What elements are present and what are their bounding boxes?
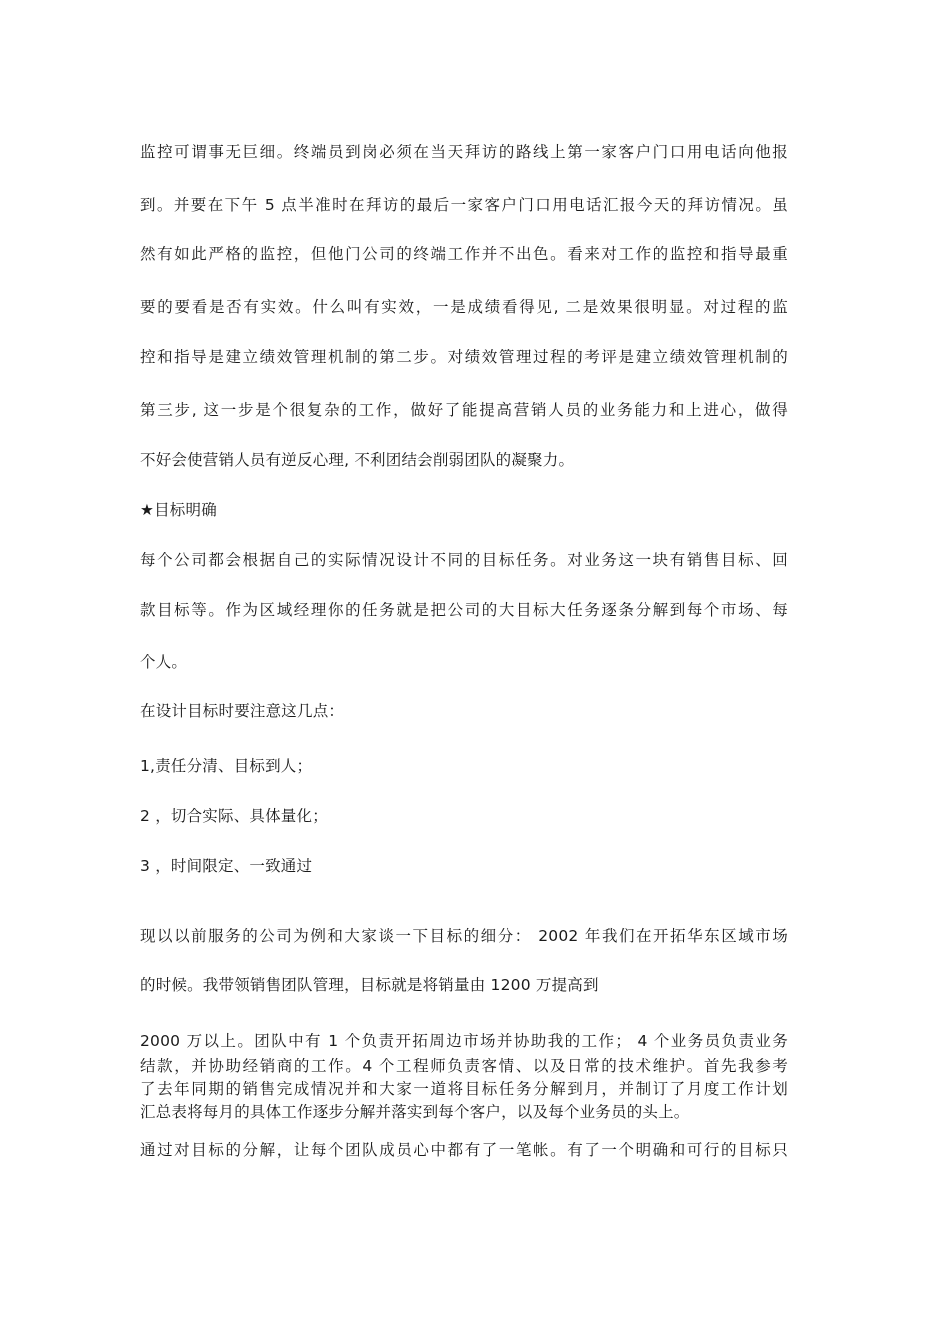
section-heading: ★目标明确 — [140, 501, 217, 519]
paragraph-line: 然有如此严格的监控，但他门公司的终端工作并不出色。看来对工作的监控和指导最重 — [140, 245, 788, 263]
paragraph-line: 第三步, 这一步是个很复杂的工作，做好了能提高营销人员的业务能力和上进心，做得 — [140, 401, 788, 419]
list-item: 1,责任分清、目标到人； — [140, 757, 313, 775]
paragraph-line: 监控可谓事无巨细。终端员到岗必须在当天拜访的路线上第一家客户门口用电话向他报 — [140, 143, 788, 161]
paragraph-line: 个人。 — [140, 653, 188, 671]
paragraph-line: 控和指导是建立绩效管理机制的第二步。对绩效管理过程的考评是建立绩效管理机制的 — [140, 348, 788, 366]
paragraph-line: 结款，并协助经销商的工作。4 个工程师负责客情、以及日常的技术维护。首先我参考 — [140, 1057, 788, 1075]
paragraph-line: 2000 万以上。团队中有 1 个负责开拓周边市场并协助我的工作； 4 个业务员负责业务 — [140, 1032, 788, 1050]
paragraph-line: 不好会使营销人员有逆反心理, 不利团结会削弱团队的凝聚力。 — [140, 451, 575, 469]
paragraph-line: 通过对目标的分解，让每个团队成员心中都有了一笔帐。有了一个明确和可行的目标只 — [140, 1141, 788, 1159]
list-item: 2 ，切合实际、具体量化； — [140, 807, 328, 825]
paragraph-line: 的时候。我带领销售团队管理，目标就是将销量由 1200 万提高到 — [140, 976, 599, 994]
paragraph-line: 要的要看是否有实效。什么叫有实效，一是成绩看得见, 二是效果很明显。对过程的监 — [140, 298, 788, 316]
paragraph-line: 了去年同期的销售完成情况并和大家一道将目标任务分解到月，并制订了月度工作计划 — [140, 1080, 788, 1098]
paragraph-line: 汇总表将每月的具体工作逐步分解并落实到每个客户，以及每个业务员的头上。 — [140, 1103, 690, 1121]
list-item: 3 ，时间限定、一致通过 — [140, 857, 313, 875]
paragraph-line: 款目标等。作为区域经理你的任务就是把公司的大目标大任务逐条分解到每个市场、每 — [140, 601, 788, 619]
paragraph-line: 现以以前服务的公司为例和大家谈一下目标的细分： 2002 年我们在开拓华东区域市场 — [140, 927, 788, 945]
list-intro: 在设计目标时要注意这几点： — [140, 702, 345, 720]
paragraph-line: 每个公司都会根据自己的实际情况设计不同的目标任务。对业务这一块有销售目标、回 — [140, 551, 788, 569]
paragraph-line: 到。并要在下午 5 点半准时在拜访的最后一家客户门口用电话汇报今天的拜访情况。虽 — [140, 196, 788, 214]
